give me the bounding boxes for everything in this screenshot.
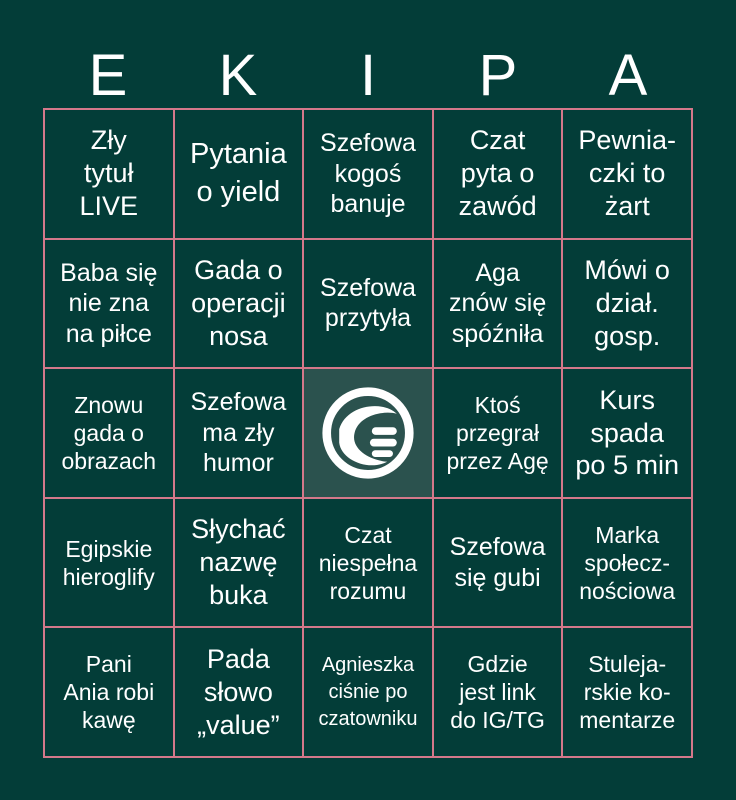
bingo-cell[interactable] [433,239,563,369]
cell-text: Ktoś przegrał przez Agę [446,391,549,475]
bingo-cell[interactable] [303,498,433,628]
cell-text: Zły tytuł LIVE [79,125,139,222]
header-letter-a: A [608,43,648,108]
bingo-cell[interactable] [44,368,174,498]
cell-text: Szefowa się gubi [449,533,546,592]
cell-text: Znowu gada o obrazach [61,391,157,475]
bingo-cell[interactable] [562,498,692,628]
cell-text: Baba się nie zna na piłce [60,258,158,348]
cell-text: Egipskie hieroglify [62,535,155,590]
bingo-cell[interactable] [562,109,692,239]
header-letter-e: E [88,43,128,108]
header-letter-i: I [359,43,377,108]
bingo-cell[interactable] [44,109,174,239]
bingo-header [43,44,693,108]
cell-text: Pani Ania robi kawę [63,651,155,734]
cell-text: Gdzie jest link do IG/TG [450,651,545,734]
cell-text: Mówi o dział. gosp. [584,254,670,351]
bingo-cell[interactable] [174,368,304,498]
bingo-cell[interactable] [433,368,563,498]
cell-text: Czat niespełna rozumu [318,521,418,604]
bingo-cell[interactable] [562,368,692,498]
bingo-cell[interactable] [562,239,692,369]
cell-text: Pewnia- czki to żart [578,125,676,222]
cell-text: Marka społecz- nościowa [579,521,676,604]
cell-text: Słychać nazwę buka [191,514,286,611]
bingo-cell[interactable] [433,627,563,757]
cell-text: Czat pyta o zawód [458,125,537,222]
header-letter-k: K [218,43,258,108]
bingo-cell[interactable] [303,239,433,369]
cell-text: Agnieszka ciśnie po czatowniku [318,653,418,730]
cell-text: Gada o operacji nosa [191,254,286,351]
bingo-cell[interactable] [174,239,304,369]
logo-icon [320,385,416,481]
cell-text: Pada słowo „value” [197,643,280,740]
bingo-cell[interactable] [44,498,174,628]
bingo-cell[interactable] [433,109,563,239]
bingo-cell[interactable] [174,627,304,757]
cell-text: Kurs spada po 5 min [575,384,679,481]
cell-text: Szefowa ma zły humor [190,388,287,478]
bingo-cell[interactable] [303,109,433,239]
cell-text: Szefowa kogoś banuje [320,129,416,219]
bingo-cell[interactable] [44,239,174,369]
bingo-cell[interactable] [174,109,304,239]
bingo-board [43,108,693,758]
bingo-cell[interactable] [174,498,304,628]
bingo-cell[interactable] [562,627,692,757]
bingo-cell[interactable] [433,498,563,628]
header-letter-p: P [478,43,518,108]
cell-text: Pytania o yield [190,138,287,208]
cell-text: Stuleja- rskie ko- mentarze [579,651,676,734]
cell-text: Szefowa przytyła [320,273,416,333]
bingo-cell[interactable] [303,627,433,757]
bingo-cell[interactable] [44,627,174,757]
free-space-cell[interactable] [303,368,433,498]
cell-text: Aga znów się spóźniła [448,258,547,348]
